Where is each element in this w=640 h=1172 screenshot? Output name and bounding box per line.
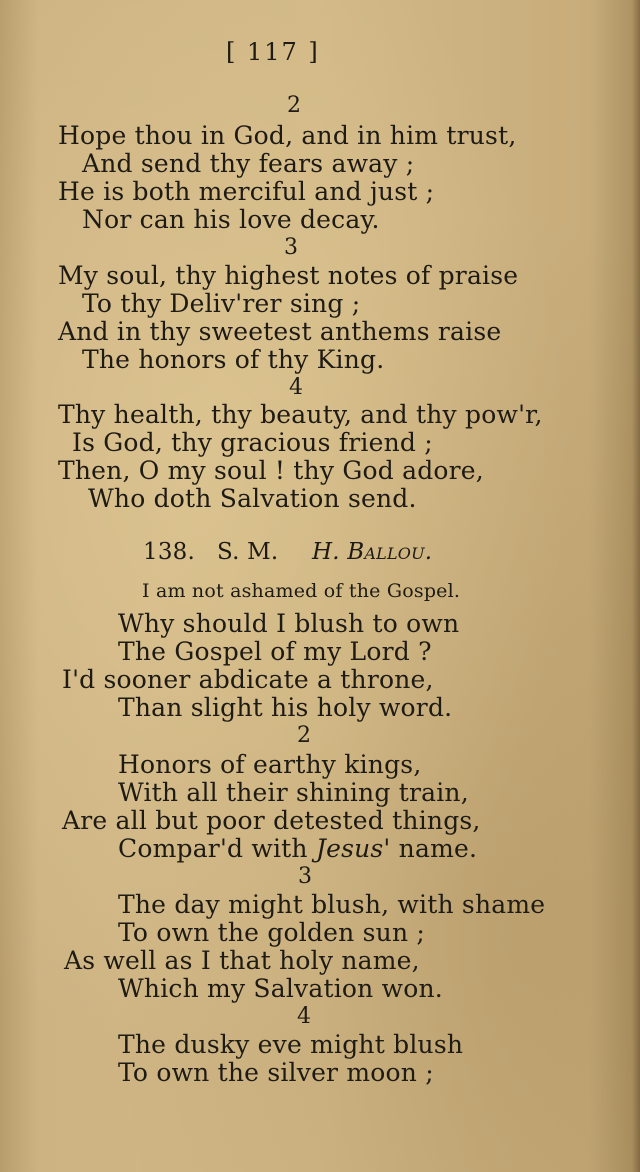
verse-line: And send thy fears away ; <box>82 149 415 178</box>
verse-line: To own the silver moon ; <box>118 1058 434 1087</box>
verse-line: Are all but poor detested things, <box>62 806 481 835</box>
verse-line: The dusky eve might blush <box>118 1030 464 1059</box>
verse-line: Hope thou in God, and in him trust, <box>58 121 517 150</box>
verse-line: Who doth Salvation send. <box>88 484 417 513</box>
verse-line: The honors of thy King. <box>82 345 385 374</box>
verse-line: Nor can his love decay. <box>82 205 380 234</box>
page-number: [ 117 ] <box>226 38 320 66</box>
verse-line: To own the golden sun ; <box>118 918 426 947</box>
verse-text: Compar'd with <box>118 834 316 863</box>
stanza-number: 4 <box>297 1004 312 1029</box>
verse-text-italic: Jesus' <box>315 834 391 863</box>
verse-line <box>118 835 477 863</box>
verse-line: Honors of earthy kings, <box>118 750 422 779</box>
verse-line: Thy health, thy beauty, and thy pow'r, <box>58 400 543 429</box>
verse-line: As well as I that holy name, <box>64 946 420 975</box>
stanza-number: 2 <box>287 93 302 118</box>
hymn-number: 138. <box>143 539 196 565</box>
hymn-subtitle: I am not ashamed of the Gospel. <box>142 580 461 602</box>
verse-line: I'd sooner abdicate a throne, <box>62 665 434 694</box>
verse-line: Than slight his holy word. <box>118 693 453 722</box>
hymn-meter: S. M. <box>217 539 279 565</box>
verse-line: Then, O my soul ! thy God adore, <box>58 456 484 485</box>
verse-line: To thy Deliv'rer sing ; <box>82 289 361 318</box>
verse-line: My soul, thy highest notes of praise <box>58 261 519 290</box>
verse-line: Why should I blush to own <box>118 609 460 638</box>
stanza-number: 4 <box>289 375 304 400</box>
verse-line: Which my Salvation won. <box>118 974 443 1003</box>
verse-text: name. <box>390 834 478 863</box>
stanza-number: 3 <box>298 864 313 889</box>
verse-line: The Gospel of my Lord ? <box>118 637 432 666</box>
verse-line: The day might blush, with shame <box>118 890 546 919</box>
verse-line: With all their shining train, <box>118 778 469 807</box>
verse-line: And in thy sweetest anthems raise <box>58 317 502 346</box>
verse-line: He is both merciful and just ; <box>58 177 435 206</box>
verse-line: Is God, thy gracious friend ; <box>72 428 433 457</box>
page-edge-shadow <box>632 0 640 1172</box>
stanza-number: 2 <box>297 723 312 748</box>
hymn-author: H. Ballou. <box>312 539 433 565</box>
stanza-number: 3 <box>284 235 299 260</box>
